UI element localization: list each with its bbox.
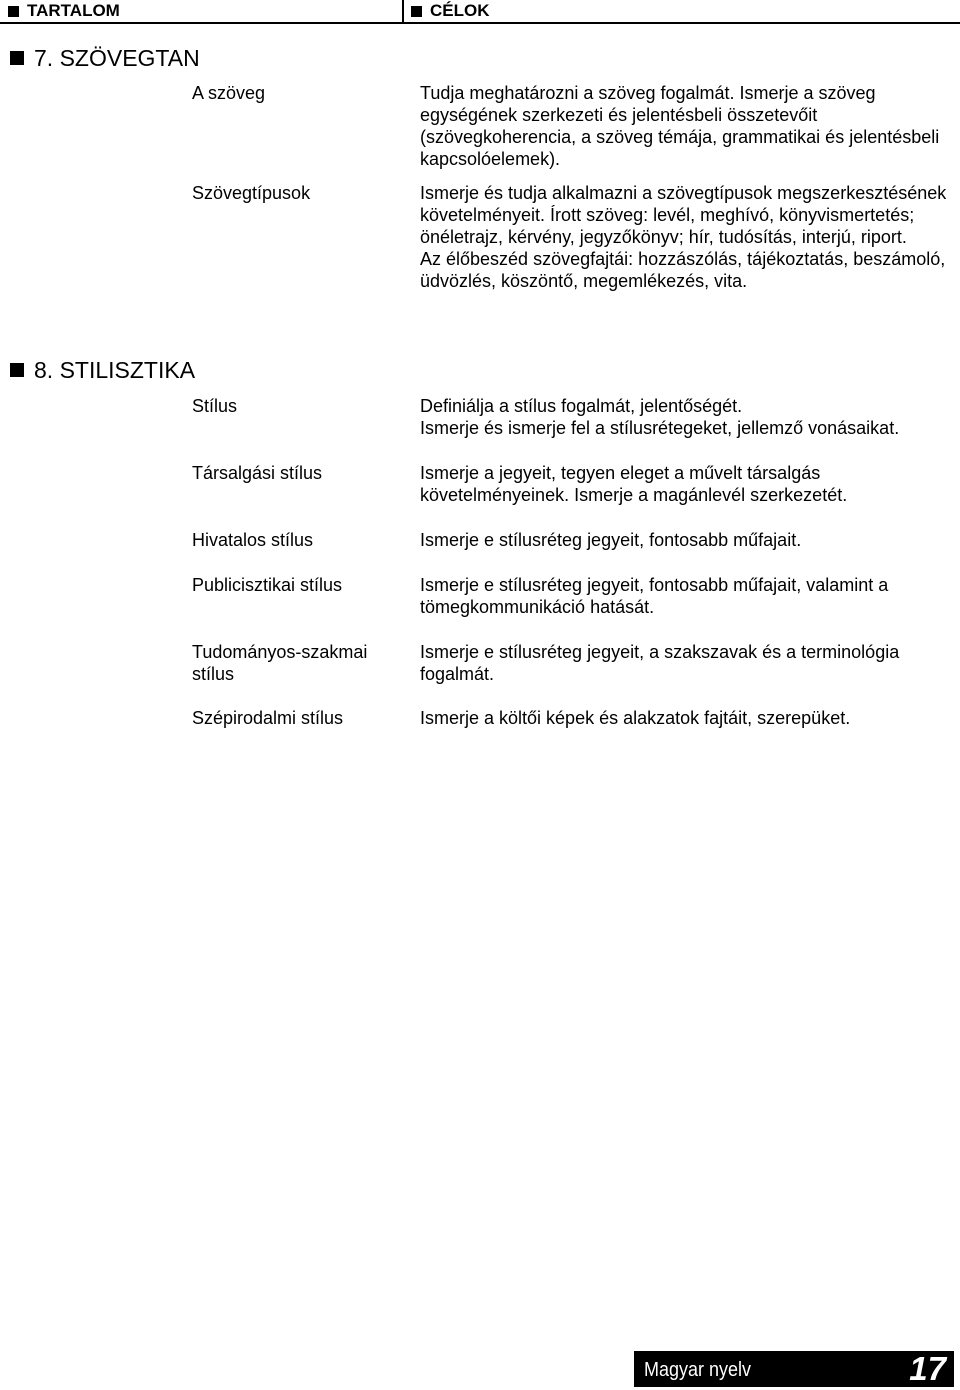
topic-label: Stílus [192,396,238,416]
content-column-header [8,1,120,21]
description-paragraph: Ismerje e stílusréteg jegyeit, a szakszavak és a terminológia fogalmát. [420,642,900,684]
topic-description [420,462,950,506]
topic-description [420,641,950,685]
topic-label: Publicisztikai stílus [192,575,343,595]
description-paragraph: Az élőbeszéd szövegfajtái: hozzászólás, tájékoztatás, beszámoló, üdvözlés, köszöntő, megemlékezés, vita. [420,249,946,291]
topic-label: Szövegtípusok [192,183,311,203]
description-paragraph: Ismerje a költői képek és alakzatok fajtáit, szerepüket. [420,708,851,728]
square-bullet-icon [411,6,422,17]
goals-header-label: CÉLOK [430,1,490,20]
description-paragraph: Ismerje e stílusréteg jegyeit, fontosabb műfajait, valamint a tömegkommunikáció hatását. [420,575,889,617]
goals-column-header [411,1,490,21]
topic-description [420,182,950,292]
topic-label: Szépirodalmi stílus [192,708,344,728]
topic-label: A szöveg [192,83,266,103]
square-bullet-icon [10,363,24,377]
topic-description [420,707,950,729]
section-title-text: 8. STILISZTIKA [34,357,196,383]
column-divider [402,0,404,22]
topic-label: Társalgási stílus [192,463,323,483]
square-bullet-icon [8,6,19,17]
topic-label: Hivatalos stílus [192,530,314,550]
topic-description [420,529,950,551]
page-number: 17 [909,1350,946,1387]
section-title-text: 7. SZÖVEGTAN [34,45,200,71]
square-bullet-icon [10,51,24,65]
content-header-label: TARTALOM [27,1,120,20]
section-title-stilisztika [10,356,195,384]
description-paragraph: Ismerje és ismerje fel a stílusrétegeket, jellemző vonásaikat. [420,418,900,438]
description-paragraph: Definiálja a stílus fogalmát, jelentőségét. [420,396,743,416]
topic-label: Tudományos-szakmai stílus [192,642,368,684]
section-title-szovegtan [10,44,200,72]
column-header-row [0,0,960,24]
footer-subject: Magyar nyelv [644,1359,752,1381]
topic-description [420,574,950,618]
description-paragraph: Ismerje és tudja alkalmazni a szövegtípusok megszerkesztésének követelményeit. Írott szöveg: levél, meghívó, könyvismertetés; önéletrajz, kérvény, jegyzőkönyv; hír, tudósítás, interjú, riport. [420,183,947,247]
description-paragraph: Tudja meghatározni a szöveg fogalmát. Ismerje a szöveg egységének szerkezeti és jelentésbeli összetevőit (szövegkoherencia, a szöveg témája, grammatikai és jelentésbeli kapcsolóelemek). [420,83,940,169]
topic-description [420,395,950,439]
description-paragraph: Ismerje a jegyeit, tegyen eleget a művelt társalgás követelményeinek. Ismerje a magánlevél szerkezetét. [420,463,848,505]
topic-description [420,82,950,170]
description-paragraph: Ismerje e stílusréteg jegyeit, fontosabb műfajait. [420,530,802,550]
page-footer [634,1351,954,1387]
